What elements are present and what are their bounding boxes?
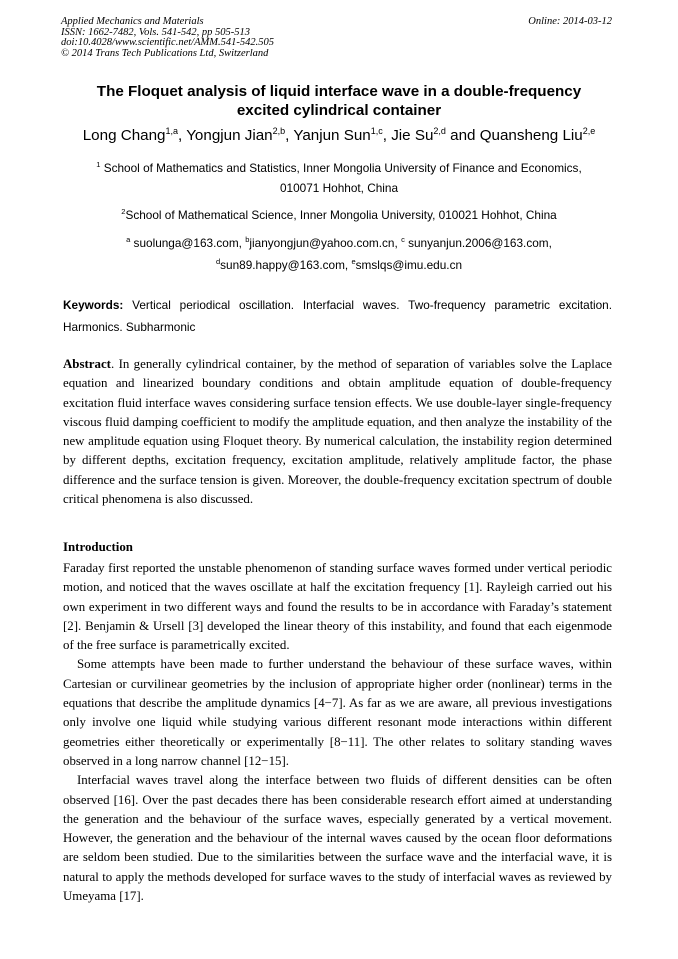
author-list bbox=[20, 127, 658, 145]
journal-doi: doi:10.4028/www.scientific.net/AMM.541-542.505 bbox=[61, 37, 274, 49]
affiliation-1-line-2: 010071 Hohhot, China bbox=[279, 181, 399, 195]
email-mark: d bbox=[215, 257, 221, 266]
author-conjunction: and bbox=[445, 127, 480, 144]
email-b: jianyongjun@yahoo.com.cn, bbox=[249, 236, 398, 250]
abstract bbox=[63, 355, 612, 509]
affiliation-1-line-1: School of Mathematics and Statistics, Inner Mongolia University of Finance and Economics, bbox=[103, 161, 582, 175]
author-separator: , bbox=[178, 127, 187, 144]
email-list bbox=[40, 232, 638, 276]
author-affiliation-mark: 2,b bbox=[272, 126, 286, 136]
author-affiliation-mark: 1,c bbox=[370, 126, 383, 136]
keywords-text: Vertical periodical oscillation. Interfacial waves. Two-frequency parametric excitation. Harmonics. Subharmonic bbox=[63, 298, 612, 334]
email-mark: a bbox=[126, 235, 131, 244]
introduction-paragraph-3: Interfacial waves travel along the interface between two fluids of different densities can be often observed [16]. Over the past decades there has been considerable research effort aimed at understanding the generation and the behaviour of the surface waves, especially generated by a vertical movement. However, the generation and the behaviour of the internal waves caused by the ocean floor deformations are seldom been studied. Due to the similarities between the surface wave and the interfacial wave, it is natural to apply the methods developed for surface waves to the study of interfacial waves as reviewed by Umeyama [17]. bbox=[63, 773, 612, 904]
online-date: Online: 2014-03-12 bbox=[528, 16, 612, 27]
keywords-label: Keywords: bbox=[63, 298, 124, 312]
introduction-paragraph-2: Some attempts have been made to further understand the behaviour of these surface waves, within Cartesian or curvilinear geometries by the inclusion of appropriate higher order (nonlinear) terms in the equations that describe the amplitude dynamics [4−7]. As far as we are aware, all previous investigations only involve one liquid while studying various different resonant mode interactions within different geometries either theoretically or experimentally [8−11]. The other relates to solitary standing waves observed in a long narrow channel [12−15]. bbox=[63, 657, 612, 768]
introduction-heading: Introduction bbox=[63, 540, 133, 554]
author-separator: , bbox=[382, 127, 392, 144]
journal-copyright: © 2014 Trans Tech Publications Ltd, Switzerland bbox=[61, 47, 269, 59]
email-e: smslqs@imu.edu.cn bbox=[355, 258, 463, 272]
affiliation-2 bbox=[40, 205, 638, 225]
affiliation-mark: 1 bbox=[96, 160, 101, 169]
abstract-text: . In generally cylindrical container, by the method of separation of variables solve the Laplace equation and linearized boundary conditions and obtain amplitude equation of double-frequency excitation fluid interface waves considering surface tension effects. We use double-layer single-frequency viscous fluid damping coefficient to modify the amplitude equation, and then analyze the instability of the new amplitude equation using Floquet theory. By numerical calculation, the instability region determined by different depths, excitation frequency, excitation amplitude, relatively amplitude factor, the phase difference and the surface tension is given. Moreover, the double-frequency excitation spectrum of double critical phenomena is also discussed. bbox=[63, 357, 612, 507]
author-name: Quansheng Liu bbox=[479, 127, 583, 144]
author-name: Yanjun Sun bbox=[293, 127, 371, 144]
author-name: Yongjun Jian bbox=[186, 127, 273, 144]
abstract-label: Abstract bbox=[63, 357, 111, 371]
author-affiliation-mark: 2,d bbox=[433, 126, 446, 136]
journal-header bbox=[61, 17, 612, 59]
title-line-1: The Floquet analysis of liquid interface wave in a double-frequency bbox=[96, 83, 582, 100]
journal-name: Applied Mechanics and Materials bbox=[61, 16, 204, 27]
affiliation-mark: 2 bbox=[121, 207, 126, 216]
paper-title bbox=[40, 82, 638, 120]
journal-issn: ISSN: 1662-7482, Vols. 541-542, pp 505-513 bbox=[61, 26, 250, 38]
author-name: Long Chang bbox=[82, 127, 166, 144]
email-c: sunyanjun.2006@163.com, bbox=[408, 236, 552, 250]
author-name: Jie Su bbox=[391, 127, 434, 144]
author-affiliation-mark: 1,a bbox=[165, 126, 179, 136]
introduction-paragraph-1: Faraday first reported the unstable phenomenon of standing surface waves formed under vertical periodic motion, and noticed that the waves oscillate at half the excitation frequency [1]. Rayleigh carried out his own experiment in two different ways and found the results to be in accordance with Faraday’s statement [2]. Benjamin & Ursell [3] developed the linear theory of this instability, and found that each eigenmode of the free surface is parametrically excited. bbox=[63, 561, 612, 653]
author-separator: , bbox=[285, 127, 294, 144]
introduction-body bbox=[63, 559, 612, 906]
email-mark: c bbox=[401, 235, 405, 244]
email-a: suolunga@163.com, bbox=[133, 236, 242, 250]
email-d: sun89.happy@163.com, bbox=[220, 258, 349, 272]
author-affiliation-mark: 2,e bbox=[582, 126, 596, 136]
keywords bbox=[63, 294, 612, 338]
email-mark: e bbox=[351, 257, 356, 266]
email-mark: b bbox=[245, 235, 250, 244]
title-line-2: excited cylindrical container bbox=[236, 102, 442, 119]
affiliation-1 bbox=[40, 158, 638, 198]
affiliation-2-text: School of Mathematical Science, Inner Mongolia University, 010021 Hohhot, China bbox=[125, 208, 557, 222]
